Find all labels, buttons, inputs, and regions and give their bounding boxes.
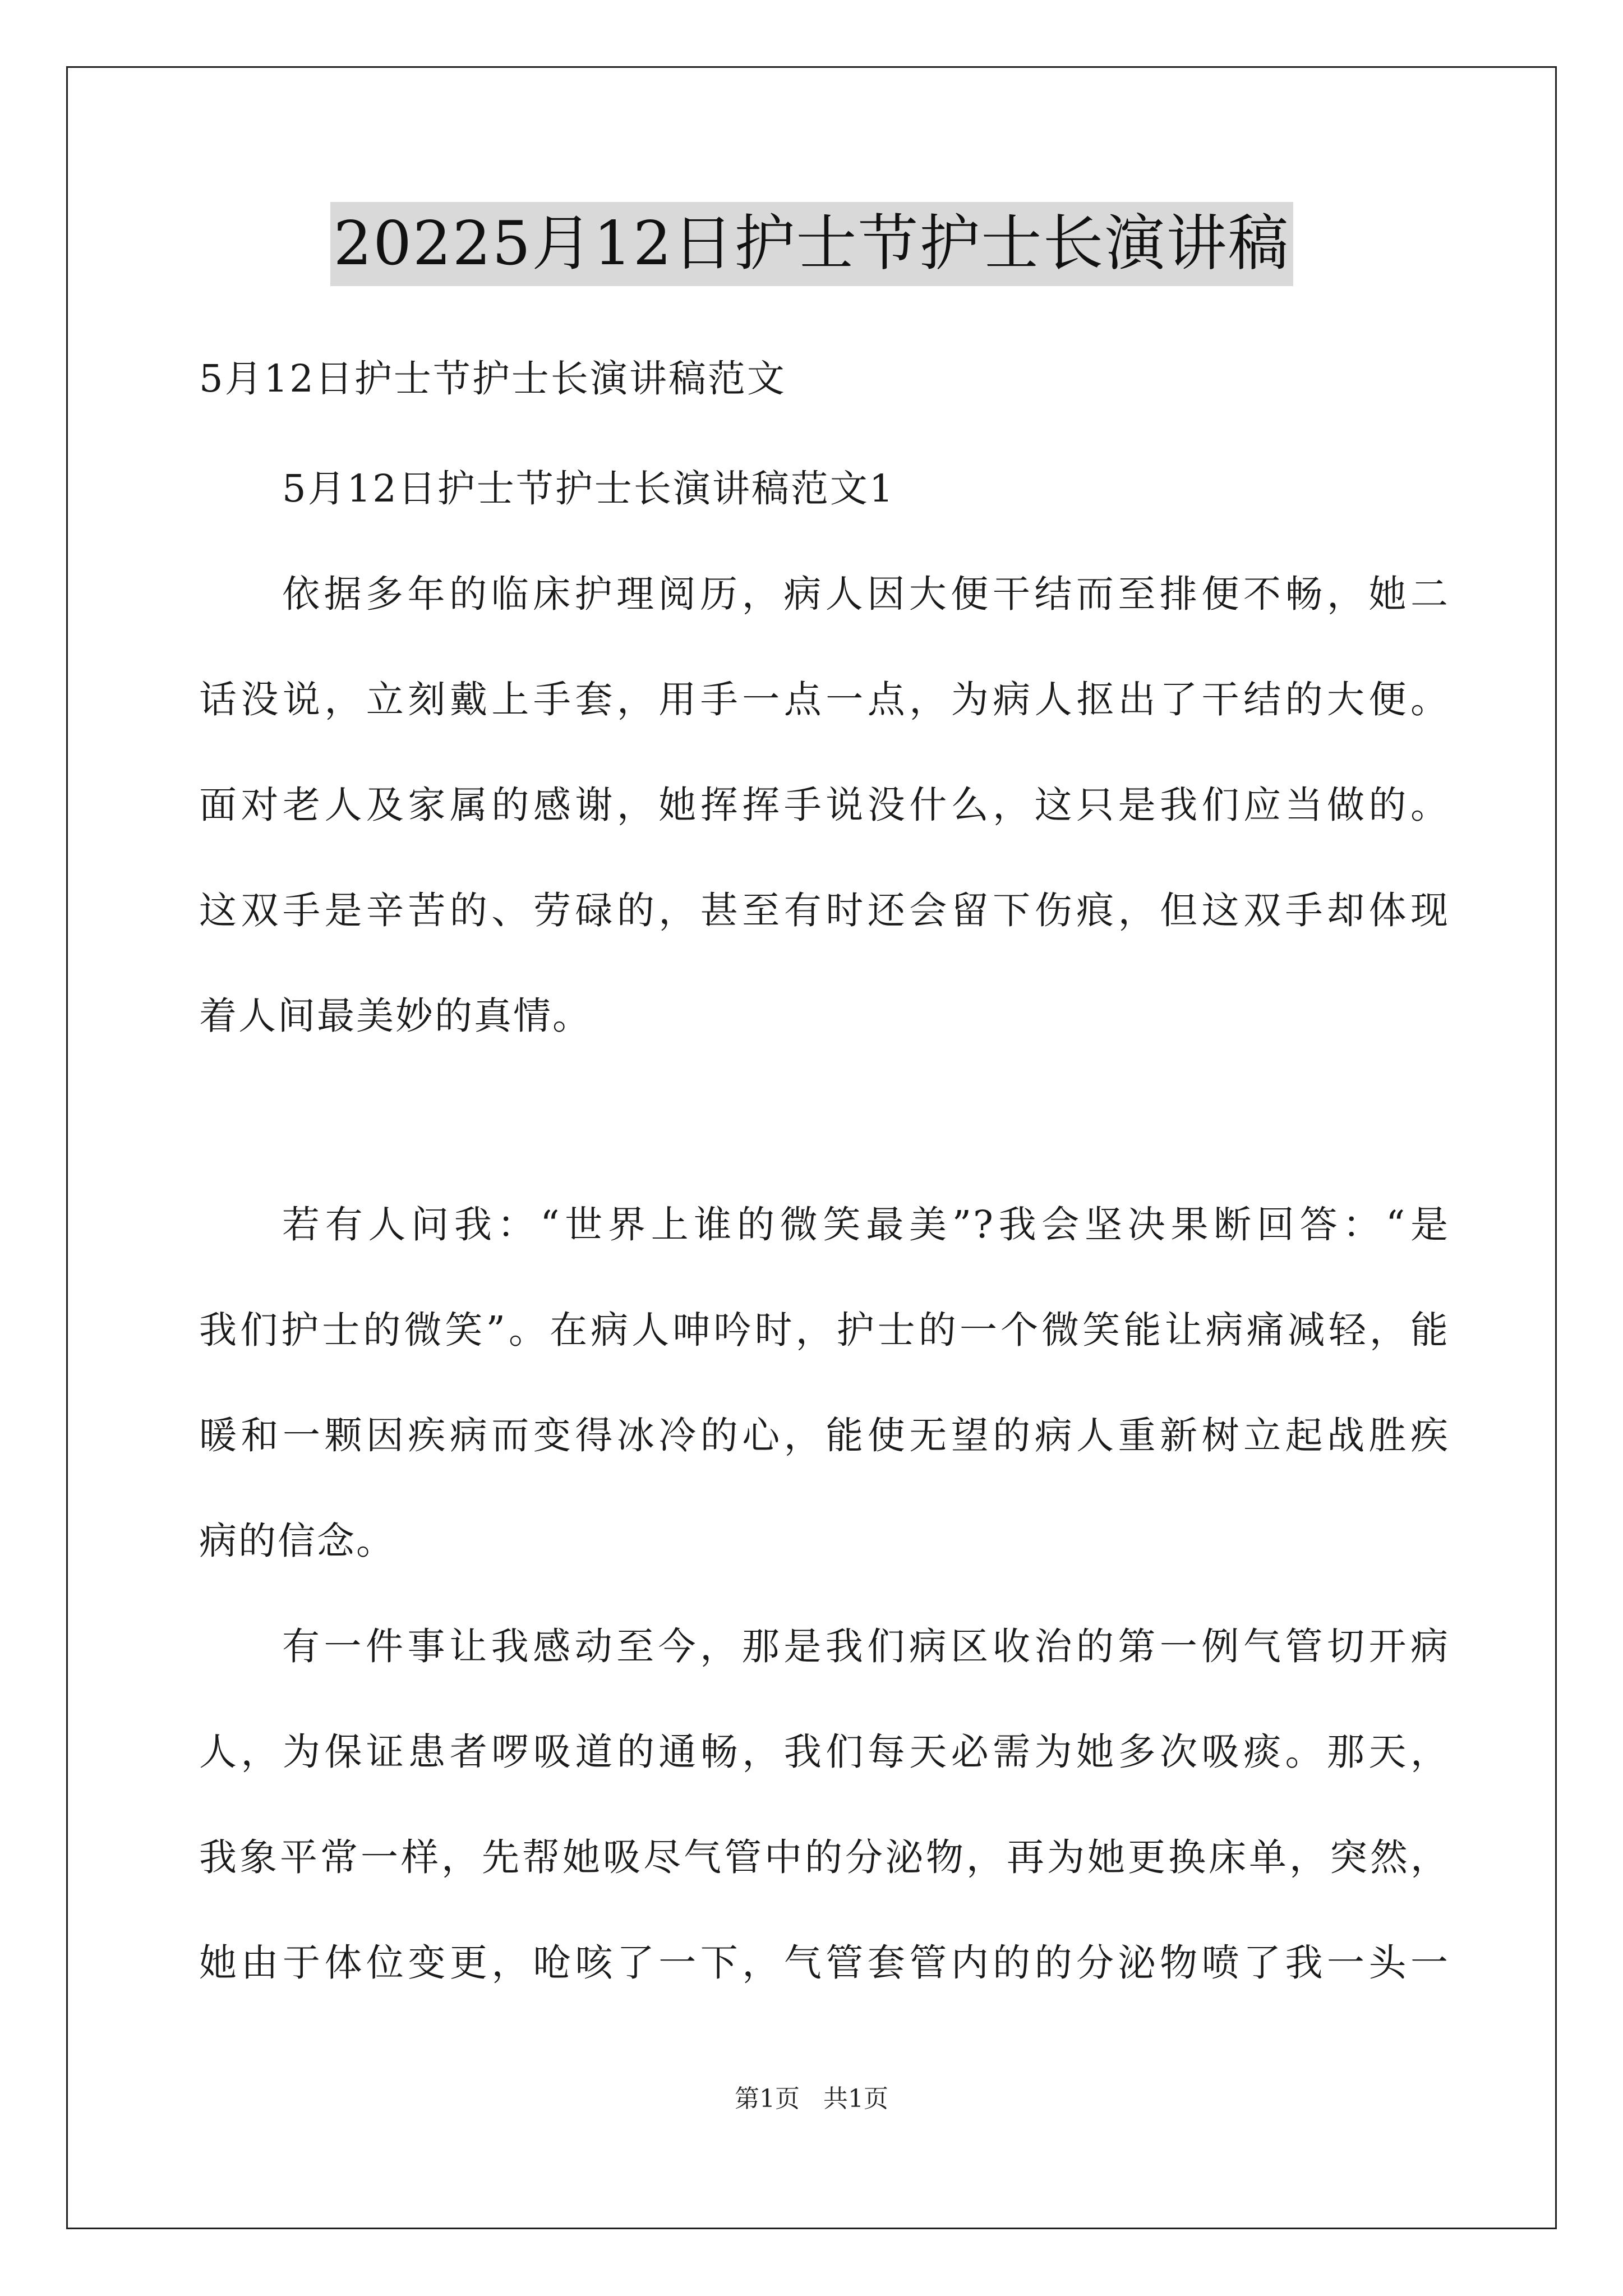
paragraph-line: 有一件事让我感动至今，那是我们病区收治的第一例气管切开病 [282, 1625, 1450, 1668]
paragraph-line: 若有人问我：“世界上谁的微笑最美”?我会坚决果断回答：“是 [282, 1203, 1450, 1246]
paragraph-line: 人，为保证患者啰吸道的通畅，我们每天必需为她多次吸痰。那天， [199, 1730, 1450, 1774]
page-footer [0, 2082, 1623, 2116]
title-container [0, 202, 1623, 286]
paragraph-line: 暖和一颗因疾病而变得冰冷的心，能使无望的病人重新树立起战胜疾 [199, 1414, 1450, 1457]
paragraph-line: 她由于体位变更，呛咳了一下，气管套管内的的分泌物喷了我一头一 [199, 1941, 1450, 1985]
section-heading: 5月12日护士节护士长演讲稿范文1 [282, 467, 895, 510]
paragraph-line: 我们护士的微笑”。在病人呻吟时，护士的一个微笑能让病痛减轻，能 [199, 1308, 1450, 1352]
paragraph-line: 依据多年的临床护理阅历，病人因大便干结而至排便不畅，她二 [282, 572, 1450, 616]
page-total: 共1页 [823, 2085, 888, 2113]
page-number: 第1页 [735, 2085, 800, 2113]
paragraph-line: 病的信念。 [199, 1519, 395, 1563]
paragraph-line: 着人间最美妙的真情。 [199, 994, 592, 1038]
paragraph-line: 这双手是辛苦的、劳碌的，甚至有时还会留下伤痕，但这双手却体现 [199, 889, 1450, 932]
paragraph-line: 面对老人及家属的感谢，她挥挥手说没什么，这只是我们应当做的。 [199, 783, 1450, 827]
paragraph-line: 我象平常一样，先帮她吸尽气管中的分泌物，再为她更换床单，突然， [199, 1835, 1450, 1879]
paragraph-line: 话没说，立刻戴上手套，用手一点一点，为病人抠出了干结的大便。 [199, 678, 1450, 721]
subtitle-line: 5月12日护士节护士长演讲稿范文 [199, 357, 786, 401]
document-title: 20225月12日护士节护士长演讲稿 [330, 202, 1293, 286]
